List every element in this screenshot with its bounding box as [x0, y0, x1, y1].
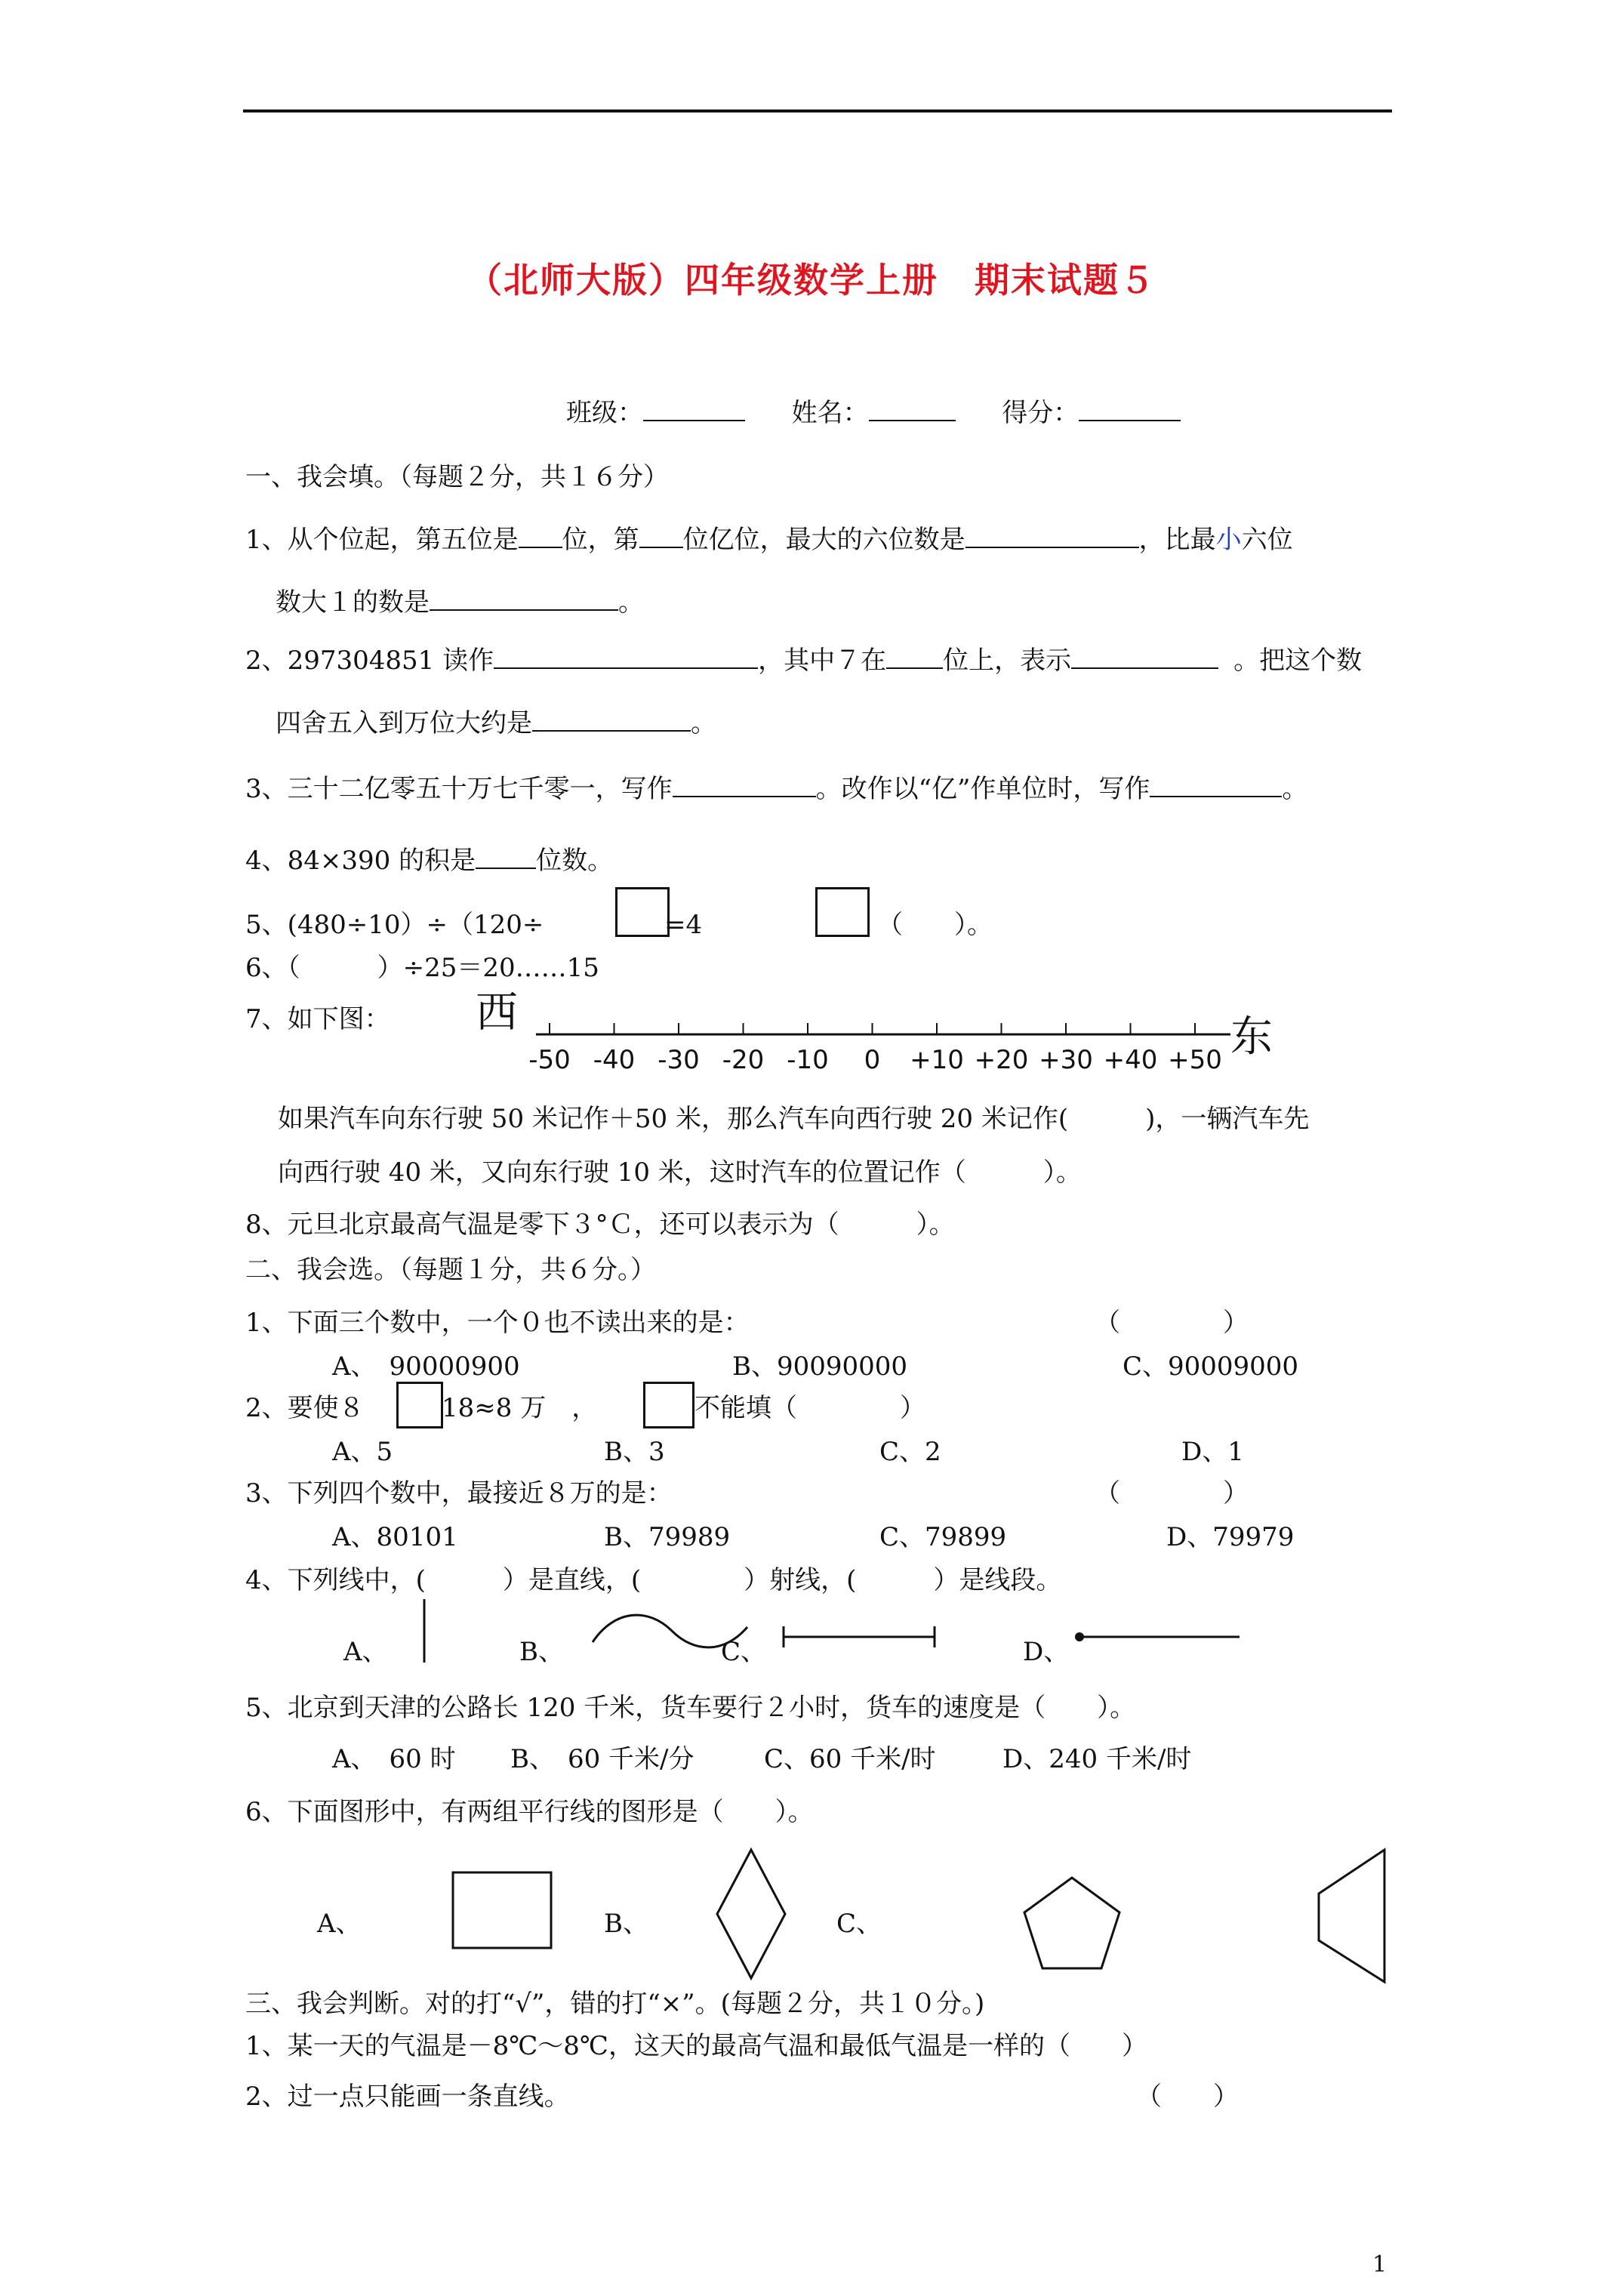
number-line-tick-label: -50: [528, 1045, 571, 1075]
s1-q1-text-c: 位亿位，最大的六位数是: [682, 525, 965, 555]
number-line-tick-label: 0: [864, 1045, 881, 1075]
page-number: 1: [1372, 2251, 1387, 2278]
s2-q2-option-a[interactable]: A、5: [332, 1437, 393, 1467]
s3-q2: 2、过一点只能画一条直线。: [245, 2082, 570, 2112]
trapezoid-shape: [1319, 1850, 1384, 1982]
number-line-west: 西: [476, 988, 518, 1037]
s2-q5-option-b[interactable]: B、 60 千米/分: [510, 1744, 694, 1774]
s2-q2-text-a: 2、要使８: [245, 1393, 365, 1423]
s1-q3-blank-2[interactable]: [1150, 772, 1282, 797]
s1-q1-line1: [245, 522, 1293, 555]
s2-q4-option-b[interactable]: B、: [519, 1637, 564, 1667]
pentagon-shape: [1024, 1878, 1119, 1968]
s2-q3-paren[interactable]: （ ）: [1095, 1478, 1249, 1509]
s1-q5-box-1[interactable]: [615, 887, 670, 937]
number-line-east: 东: [1230, 1012, 1273, 1062]
s1-q5-text-b: =4: [664, 910, 703, 940]
s1-q1-line2: [276, 585, 644, 618]
s2-q1-option-b[interactable]: B、90090000: [732, 1351, 908, 1382]
s1-q2-text-d: 。把这个数: [1233, 646, 1363, 676]
s1-q4: [245, 843, 613, 876]
section2-heading: 二、我会选。（每题１分，共６分。）: [245, 1255, 656, 1285]
s1-q7: 7、如下图：: [245, 1004, 390, 1034]
s2-q2-option-d[interactable]: D、1: [1181, 1437, 1244, 1467]
s2-q2-text-b: 18≈8 万 ，: [442, 1393, 598, 1423]
s1-q3-blank-1[interactable]: [673, 772, 816, 797]
curve-line: [593, 1615, 747, 1647]
number-line-tick-label: -30: [658, 1045, 700, 1075]
s1-q7-line-a: 如果汽车向东行驶 50 米记作＋50 米，那么汽车向西行驶 20 米记作( )，一辆汽车先: [278, 1104, 1310, 1134]
s1-q2-text-a: 2、297304851 读作: [245, 646, 494, 676]
page-title: （北师大版）四年级数学上册 期末试题５: [467, 260, 1156, 300]
info-line: [566, 396, 1181, 428]
s2-q3-option-b[interactable]: B、79989: [604, 1522, 731, 1552]
s3-q1: 1、某一天的气温是－8℃～8℃，这天的最高气温和最低气温是一样的（ ）: [245, 2031, 1147, 2061]
number-line-tick-label: +50: [1168, 1045, 1222, 1075]
s1-q2-text-c: 位上，表示: [943, 646, 1072, 676]
s1-q2-text-b: ，其中７在: [758, 646, 887, 676]
s1-q4-text-a: 4、84×390 的积是: [245, 846, 476, 876]
s2-q5-option-c[interactable]: C、60 千米/时: [764, 1744, 936, 1774]
s2-q2-option-b[interactable]: B、3: [604, 1437, 665, 1467]
section1-heading: 一、我会填。（每题２分，共１６分）: [245, 462, 669, 492]
s1-q4-text-b: 位数。: [536, 846, 614, 876]
s2-q3-option-c[interactable]: C、79899: [879, 1522, 1007, 1552]
name-label: 姓名：: [791, 398, 869, 428]
rhombus-shape: [717, 1850, 785, 1978]
s2-q1-paren[interactable]: （ ）: [1095, 1308, 1249, 1338]
s1-q1-text-a: 1、从个位起，第五位是: [245, 525, 519, 555]
s2-q5: 5、北京到天津的公路长 120 千米，货车要行２小时，货车的速度是（ ）。: [245, 1693, 1136, 1723]
s1-q5-text-c: （ ）。: [877, 910, 993, 940]
s2-q5-option-d[interactable]: D、240 千米/时: [1002, 1744, 1192, 1774]
s1-q3-text-a: 3、三十二亿零五十万七千零一，写作: [245, 774, 673, 804]
s2-q1-option-a[interactable]: A、 90000900: [332, 1351, 520, 1382]
s2-q4-figures: [408, 1593, 1261, 1669]
s1-q2-blank-3[interactable]: [1071, 643, 1218, 669]
s1-q1-text-d: ，比最: [1138, 525, 1216, 555]
number-line-tick-label: -40: [593, 1045, 636, 1075]
s1-q1-text-e: 小: [1215, 525, 1242, 555]
s2-q2-box-2[interactable]: [643, 1382, 694, 1428]
s1-q5-box-2[interactable]: [815, 887, 870, 937]
number-line-tick-label: +20: [974, 1045, 1029, 1075]
s1-q8: 8、元旦北京最高气温是零下３°Ｃ，还可以表示为（ ）。: [245, 1210, 955, 1240]
s1-q2-blank-4[interactable]: [532, 706, 691, 732]
s2-q5-option-a[interactable]: A、 60 时: [332, 1744, 456, 1774]
s2-q3: 3、下列四个数中，最接近８万的是：: [245, 1478, 673, 1509]
s2-q2-text-c: 不能填（ ）: [694, 1393, 925, 1423]
s1-q1-text-g: 数大１的数是: [276, 587, 430, 618]
s2-q6-figures: [438, 1842, 1419, 2008]
s2-q6-option-a[interactable]: A、: [317, 1909, 362, 1939]
s1-q2-text-f: 。: [691, 708, 716, 738]
s1-q3-text-c: 。: [1282, 774, 1308, 804]
s1-q1-blank-4[interactable]: [430, 585, 618, 611]
s1-q2-text-e: 四舍五入到万位大约是: [276, 708, 532, 738]
s3-q2-paren[interactable]: （ ）: [1136, 2082, 1239, 2112]
s1-q1-blank-3[interactable]: [965, 522, 1139, 548]
class-field[interactable]: [643, 396, 745, 421]
s1-q1-blank-1[interactable]: [519, 522, 562, 548]
s2-q1-option-c[interactable]: C、90009000: [1123, 1351, 1299, 1382]
s2-q4-option-c[interactable]: C、: [721, 1637, 767, 1667]
s2-q6-option-b[interactable]: B、: [604, 1909, 648, 1939]
number-line-tick-label: -10: [787, 1045, 829, 1075]
s2-q6-option-c[interactable]: C、: [836, 1909, 882, 1939]
s1-q3-text-b: 。改作以“亿”作单位时，写作: [815, 774, 1150, 804]
class-label: 班级：: [566, 398, 643, 428]
s1-q2-line1: [245, 643, 1362, 676]
s1-q1-blank-2[interactable]: [639, 522, 683, 548]
s1-q2-blank-1[interactable]: [494, 643, 758, 669]
number-line-tick-label: +40: [1103, 1045, 1158, 1075]
number-line-tick-label: -20: [722, 1045, 765, 1075]
section3-heading: 三、我会判断。对的打“√”，错的打“×”。(每题２分，共１０分。): [245, 1989, 985, 2019]
s1-q1-text-b: 位，第: [562, 525, 639, 555]
s2-q3-option-a[interactable]: A、80101: [332, 1522, 458, 1552]
s2-q1: 1、下面三个数中，一个０也不读出来的是：: [245, 1308, 750, 1338]
number-line-tick-label: +10: [910, 1045, 964, 1075]
s1-q1-text-h: 。: [618, 587, 644, 618]
s2-q4: 4、下列线中，( ）是直线，( ）射线，( ）是线段。: [245, 1565, 1062, 1595]
score-field[interactable]: [1079, 396, 1181, 421]
s2-q2-option-c[interactable]: C、2: [879, 1437, 941, 1467]
s1-q3: [245, 772, 1307, 804]
header-rule: [243, 109, 1392, 112]
s1-q7-line-b: 向西行驶 40 米，又向东行驶 10 米，这时汽车的位置记作（ ）。: [278, 1157, 1082, 1188]
s1-q5-text-a: 5、(480÷10）÷（120÷: [245, 910, 544, 940]
name-field[interactable]: [869, 396, 956, 421]
s2-q2-box-1[interactable]: [396, 1382, 443, 1428]
s2-q3-option-d[interactable]: D、79979: [1166, 1522, 1295, 1552]
s2-q4-option-d[interactable]: D、: [1023, 1637, 1070, 1667]
rectangle-shape: [453, 1872, 551, 1948]
s1-q1-text-f: 六位: [1241, 525, 1293, 555]
s1-q6: 6、（ ）÷25＝20……15: [245, 953, 599, 983]
score-label: 得分：: [1002, 398, 1079, 428]
number-line: [476, 982, 1291, 1087]
s2-q4-option-a[interactable]: A、: [343, 1637, 388, 1667]
s1-q2-line2: [276, 706, 716, 738]
s2-q6: 6、下面图形中，有两组平行线的图形是（ ）。: [245, 1797, 814, 1827]
s1-q2-blank-2[interactable]: [886, 643, 943, 669]
s1-q4-blank[interactable]: [476, 843, 536, 869]
number-line-tick-label: +30: [1039, 1045, 1093, 1075]
